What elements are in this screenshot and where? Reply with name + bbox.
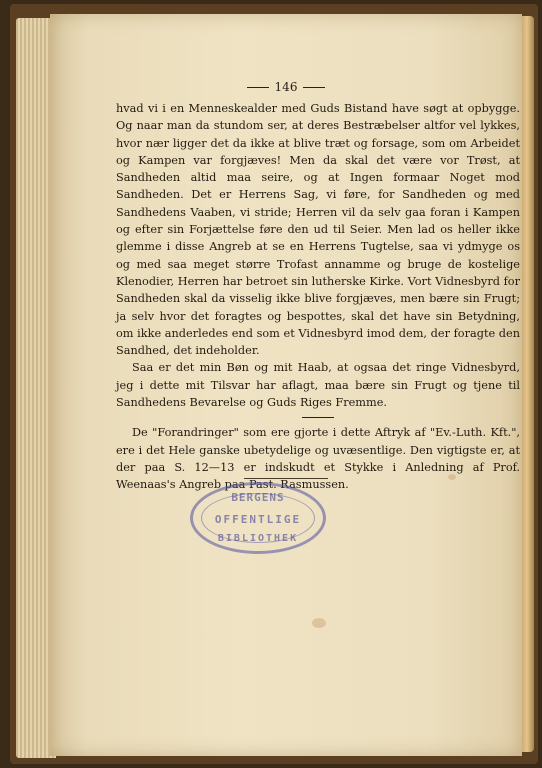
- paragraph-3: De "Forandringer" som ere gjorte i dette Aftryk af "Ev.-Luth. Kft.", ere i det Hele ganske ubetydelige og uvæsentlige. Den vigtigste er, at der paa S. 12—13 er indskudt et Stykke i Anledning af Prof. Weenaas's Angreb paa Past. Rasmussen.: [116, 426, 520, 492]
- paragraph-2: Saa er det min Bøn og mit Haab, at ogsaa det ringe Vidnesbyrd, jeg i dette mit Tilsvar har aflagt, maa bære sin Frugt og tjene til Sandhedens Bevarelse og Guds Riges Fremme.: [116, 361, 520, 410]
- stamp-line-1: BERGENS: [231, 491, 285, 504]
- page-number-dash-right: [303, 87, 325, 88]
- stamp-line-3: BIBLIOTHEK: [217, 533, 299, 544]
- page-body-text: [116, 100, 520, 494]
- book-page: [50, 14, 522, 756]
- foxing-spot: [448, 474, 456, 480]
- paragraph-1: hvad vi i en Menneskealder med Guds Bistand have søgt at opbygge. Og naar man da stundom ser, at deres Bestræbelser altfor vel lykkes, hvor nær ligger det da ikke at blive træt og forsage, som om Arbeidet og Kampen var forgjæves! Men da skal det være vor Trøst, at Sandheden altid maa seire, og at Ingen formaar Noget mod Sandheden. Det er Herrens Sag, vi føre, for Sandheden og med Sandhedens Vaaben, vi stride; Herren vil da selv gaa foran i Kampen og efter sin Forjættelse føre den ud til Seier. Men lad os heller ikke glemme i disse Angreb at se en Herrens Tugtelse, saa vi ydmyge os og med saa meget større Trofast annamme og bruge de kostelige Klenodier, Herren har betroet sin lutherske Kirke. Vort Vidnesbyrd for Sandheden skal da visselig ikke blive forgjæves, men bære sin Frugt; ja selv hvor det foragtes og bespottes, skal det have sin Betydning, om ikke anderledes end som et Vidnesbyrd imod dem, der foragte den Sandhed, det indeholder.: [116, 102, 520, 358]
- end-rule: [244, 478, 328, 479]
- library-stamp: [190, 482, 326, 554]
- page-number: [50, 80, 522, 94]
- stamp-line-2: OFFENTLIGE: [214, 513, 302, 526]
- foxing-spot: [312, 618, 326, 628]
- right-page-edge: [520, 16, 534, 752]
- page-number-value: 146: [274, 80, 298, 94]
- section-rule: [302, 417, 334, 418]
- page-number-dash-left: [247, 87, 269, 88]
